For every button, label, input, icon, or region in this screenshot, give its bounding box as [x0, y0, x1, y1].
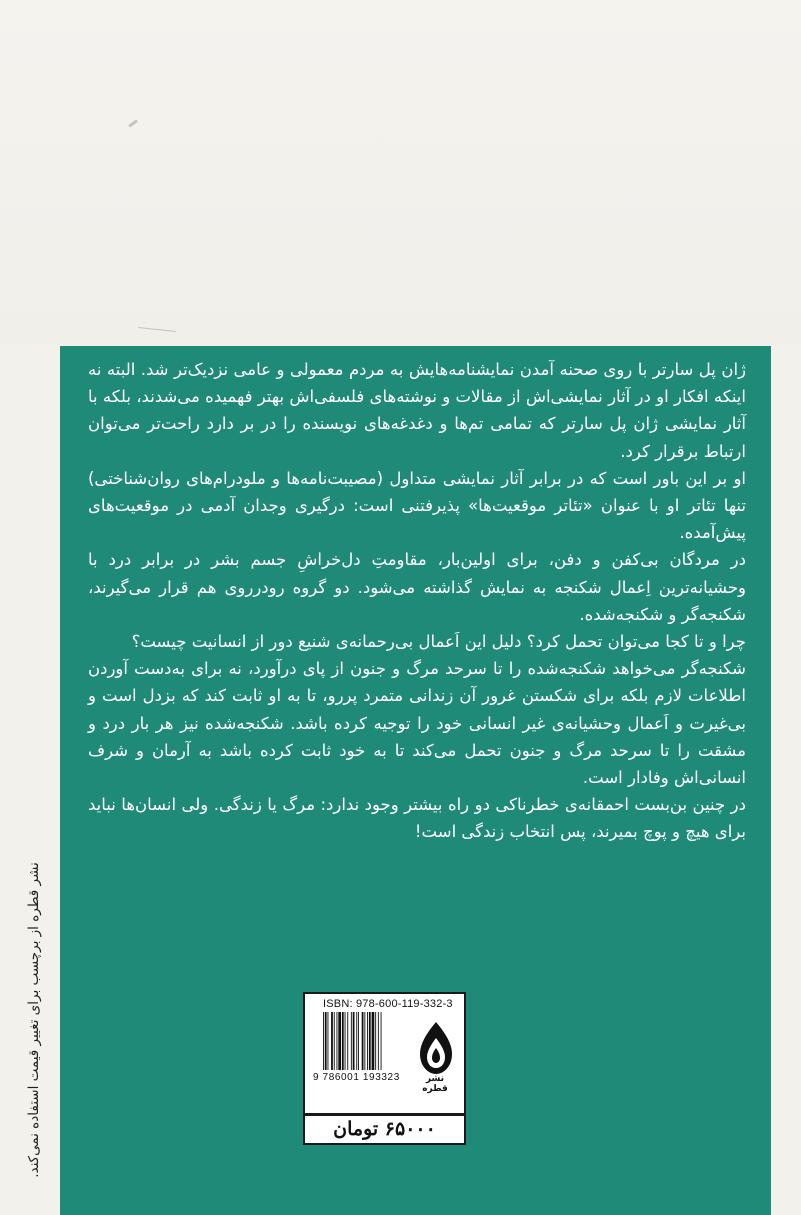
back-cover-text	[88, 356, 746, 846]
paragraph-2: او بر این باور است که در برابر آثار نمایشی متداول (مصیبت‌نامه‌ها و ملودرام‌های روان‌شناختی) تنها تئاتر او با عنوان «تئاتر موقعیت‌ها» پذیرفتنی است: درگیری وجدان آدمی در موقعیت‌های پیش‌آمده.	[88, 468, 746, 543]
isbn-barcode-card	[303, 992, 466, 1115]
barcode-digits: 9 786001 193323	[313, 1072, 400, 1083]
paragraph-3: در مردگان بی‌کفن و دفن، برای اولین‌بار، مقاومتِ دل‌خراشِ جسم بشر در برابر درد با وحشیانه‌ترین اِعمال شکنجه به نمایش گذاشته می‌شود. دو گروه رودرروی هم قرار می‌گیرند، شکنجه‌گر و شکنجه‌شده.	[88, 550, 746, 624]
price-label: ۶۵۰۰۰ تومان	[303, 1115, 466, 1145]
blank-cover-area	[0, 0, 801, 345]
paragraph-6: در چنین بن‌بست احمقانه‌ی خطرناکی دو راه بیشتر وجود ندارد: مرگ یا زندگی. ولی انسان‌ها نباید برای هیچ و پوچ بمیرند، پس انتخاب زندگی است!	[88, 795, 746, 842]
publisher-logo-icon	[416, 1016, 456, 1078]
isbn-number: ISBN: 978-600-119-332-3	[323, 998, 453, 1010]
paragraph-1: ژان پل سارتر با روی صحنه آمدن نمایشنامه‌هایش به مردم معمولی و عامی نزدیک‌تر شد. البته نه اینکه افکار او در آثار نمایشی‌اش از مقالات و نوشته‌های فلسفی‌اش بهتر فهمیده می‌شدند، بلکه با آثار نمایشی ژان پل سارتر که تمامی تم‌ها و دغدغه‌های نویسنده را در بر دارد راحت‌تر می‌توان ارتباط برقرار کرد.	[88, 360, 746, 461]
price-sticker-note: نشر قطره از برچسب برای تغییر قیمت استفاده نمی‌کند.	[26, 862, 42, 1178]
publisher-logo-text: نشر قطره	[422, 1074, 448, 1094]
paragraph-5: شکنجه‌گر می‌خواهد شکنجه‌شده را تا سرحد مرگ و جنون از پای درآورد، نه برای به‌دست آوردن اطلاعات لازم بلکه برای شکستن غرور آن زندانی متمرد پررو، تا به او ثابت کند که بزدل است و بی‌غیرت و اَعمال وحشیانه‌ی غیر انسانی خود را توجیه کرده باشد. شکنجه‌شده نیز هر بار درد و مشقت را تا سرحد مرگ و جنون تحمل می‌کند تا به خود ثابت کرده باشد به آرمان و شرف انسانی‌اش وفادار است.	[88, 659, 746, 788]
barcode-graphic	[323, 1012, 403, 1070]
paragraph-4: چرا و تا کجا می‌توان تحمل کرد؟ دلیل این اَعمال بی‌رحمانه‌ی شنیع دور از انسانیت چیست؟	[131, 632, 746, 652]
